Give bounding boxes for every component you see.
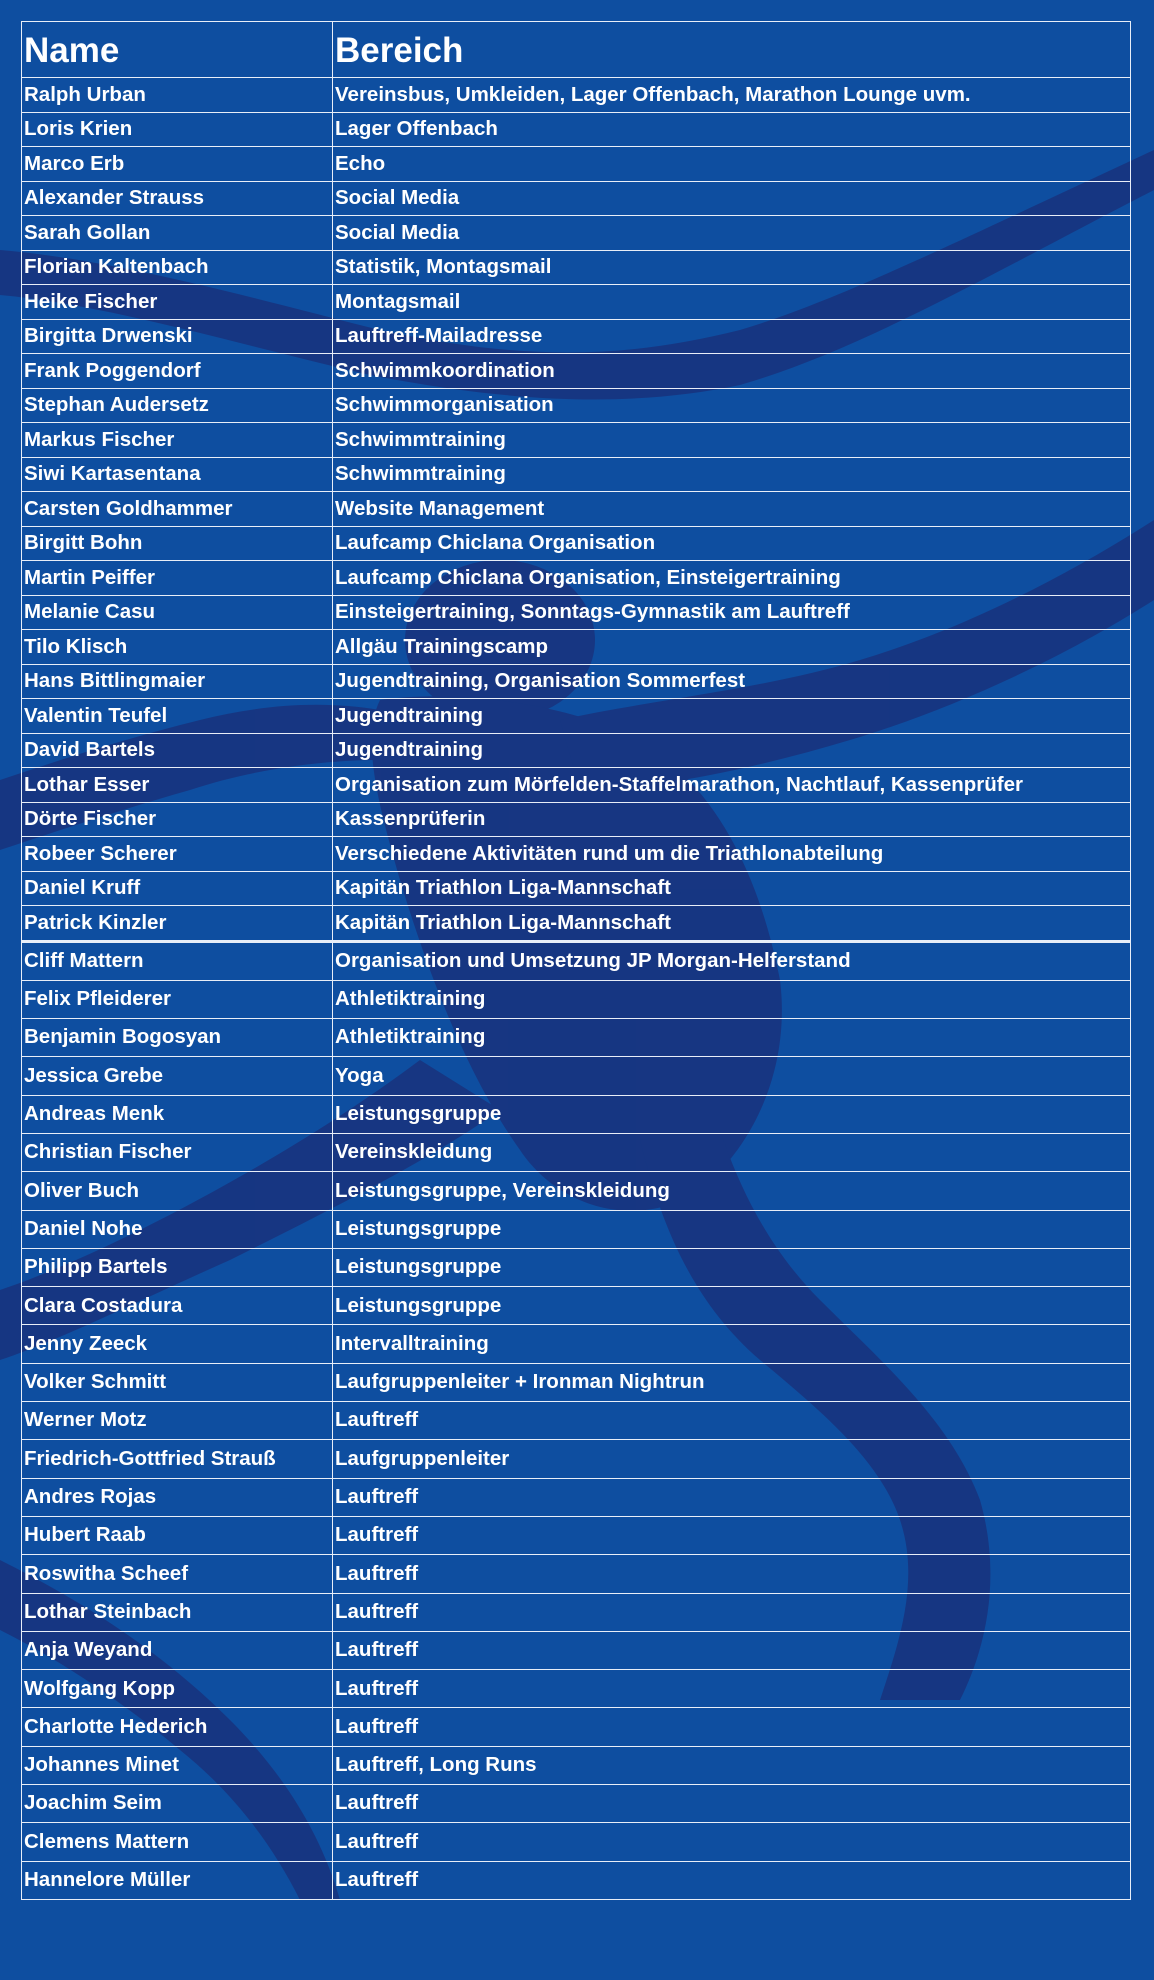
cell-name: Christian Fischer [22, 1133, 333, 1171]
cell-bereich: Verschiedene Aktivitäten rund um die Triathlonabteilung [333, 837, 1131, 872]
cell-bereich: Organisation und Umsetzung JP Morgan-Helferstand [333, 941, 1131, 980]
cell-name: Patrick Kinzler [22, 906, 333, 942]
cell-bereich: Schwimmkoordination [333, 354, 1131, 389]
table-row [22, 1478, 1131, 1516]
cell-bereich: Lauftreff, Long Runs [333, 1746, 1131, 1784]
team-table-container [21, 21, 1130, 1900]
cell-bereich: Social Media [333, 216, 1131, 251]
cell-name: Philipp Bartels [22, 1248, 333, 1286]
table-row [22, 802, 1131, 837]
cell-bereich: Lauftreff [333, 1555, 1131, 1593]
table-row [22, 216, 1131, 251]
cell-bereich: Yoga [333, 1057, 1131, 1095]
cell-name: Stephan Audersetz [22, 388, 333, 423]
cell-name: Clemens Mattern [22, 1823, 333, 1861]
cell-name: Dörte Fischer [22, 802, 333, 837]
cell-bereich: Lauftreff [333, 1785, 1131, 1823]
table-row [22, 1861, 1131, 1899]
cell-name: Hans Bittlingmaier [22, 664, 333, 699]
cell-bereich: Leistungsgruppe [333, 1210, 1131, 1248]
column-header-name: Name [22, 22, 333, 78]
table-row [22, 630, 1131, 665]
cell-name: Birgitt Bohn [22, 526, 333, 561]
table-row [22, 1670, 1131, 1708]
table-row [22, 561, 1131, 596]
cell-name: Tilo Klisch [22, 630, 333, 665]
cell-name: Carsten Goldhammer [22, 492, 333, 527]
cell-bereich: Allgäu Trainingscamp [333, 630, 1131, 665]
cell-bereich: Lauftreff [333, 1708, 1131, 1746]
cell-bereich: Website Management [333, 492, 1131, 527]
table-row [22, 1823, 1131, 1861]
cell-name: Lothar Esser [22, 768, 333, 803]
table-row [22, 78, 1131, 113]
cell-name: Volker Schmitt [22, 1363, 333, 1401]
cell-bereich: Lauftreff [333, 1402, 1131, 1440]
table-row [22, 526, 1131, 561]
table-row [22, 941, 1131, 980]
cell-bereich: Statistik, Montagsmail [333, 250, 1131, 285]
cell-name: Jessica Grebe [22, 1057, 333, 1095]
cell-name: Marco Erb [22, 147, 333, 182]
cell-bereich: Kapitän Triathlon Liga-Mannschaft [333, 871, 1131, 906]
cell-bereich: Intervalltraining [333, 1325, 1131, 1363]
cell-name: Hubert Raab [22, 1516, 333, 1554]
cell-name: Hannelore Müller [22, 1861, 333, 1899]
cell-bereich: Jugendtraining [333, 699, 1131, 734]
table-row [22, 1248, 1131, 1286]
table-row [22, 1746, 1131, 1784]
cell-bereich: Laufcamp Chiclana Organisation [333, 526, 1131, 561]
cell-name: Valentin Teufel [22, 699, 333, 734]
cell-name: Alexander Strauss [22, 181, 333, 216]
table-row [22, 147, 1131, 182]
cell-bereich: Laufgruppenleiter [333, 1440, 1131, 1478]
table-row [22, 1708, 1131, 1746]
cell-name: Johannes Minet [22, 1746, 333, 1784]
cell-name: Loris Krien [22, 112, 333, 147]
cell-bereich: Jugendtraining [333, 733, 1131, 768]
cell-bereich: Laufcamp Chiclana Organisation, Einsteigertraining [333, 561, 1131, 596]
cell-name: Benjamin Bogosyan [22, 1019, 333, 1057]
table-row [22, 1363, 1131, 1401]
cell-name: Robeer Scherer [22, 837, 333, 872]
cell-bereich: Lauftreff [333, 1478, 1131, 1516]
cell-bereich: Laufgruppenleiter + Ironman Nightrun [333, 1363, 1131, 1401]
cell-name: Werner Motz [22, 1402, 333, 1440]
table-row [22, 980, 1131, 1018]
cell-bereich: Schwimmtraining [333, 457, 1131, 492]
cell-name: Roswitha Scheef [22, 1555, 333, 1593]
cell-bereich: Schwimmtraining [333, 423, 1131, 458]
table-row [22, 250, 1131, 285]
table-row [22, 1516, 1131, 1554]
cell-bereich: Athletiktraining [333, 980, 1131, 1018]
cell-bereich: Lauftreff [333, 1861, 1131, 1899]
table-row [22, 1019, 1131, 1057]
cell-bereich: Montagsmail [333, 285, 1131, 320]
table-row [22, 388, 1131, 423]
table-row [22, 768, 1131, 803]
cell-name: Daniel Kruff [22, 871, 333, 906]
table-row [22, 354, 1131, 389]
table-row [22, 423, 1131, 458]
table-row [22, 1631, 1131, 1669]
table-row [22, 733, 1131, 768]
cell-name: Sarah Gollan [22, 216, 333, 251]
cell-bereich: Athletiktraining [333, 1019, 1131, 1057]
cell-bereich: Vereinsbus, Umkleiden, Lager Offenbach, Marathon Lounge uvm. [333, 78, 1131, 113]
cell-name: Markus Fischer [22, 423, 333, 458]
cell-bereich: Echo [333, 147, 1131, 182]
cell-name: Florian Kaltenbach [22, 250, 333, 285]
cell-bereich: Schwimmorganisation [333, 388, 1131, 423]
table-row [22, 1172, 1131, 1210]
column-header-bereich: Bereich [333, 22, 1131, 78]
cell-name: Birgitta Drwenski [22, 319, 333, 354]
table-row [22, 1593, 1131, 1631]
cell-name: Friedrich-Gottfried Strauß [22, 1440, 333, 1478]
cell-name: Heike Fischer [22, 285, 333, 320]
cell-name: Jenny Zeeck [22, 1325, 333, 1363]
cell-bereich: Jugendtraining, Organisation Sommerfest [333, 664, 1131, 699]
cell-bereich: Lauftreff [333, 1516, 1131, 1554]
cell-bereich: Leistungsgruppe, Vereinskleidung [333, 1172, 1131, 1210]
cell-name: Oliver Buch [22, 1172, 333, 1210]
table-row [22, 181, 1131, 216]
table-row [22, 1402, 1131, 1440]
table-row [22, 906, 1131, 942]
table-row [22, 457, 1131, 492]
team-table [21, 21, 1131, 1900]
cell-name: Siwi Kartasentana [22, 457, 333, 492]
cell-name: Melanie Casu [22, 595, 333, 630]
cell-name: Ralph Urban [22, 78, 333, 113]
table-row [22, 112, 1131, 147]
cell-name: Felix Pfleiderer [22, 980, 333, 1018]
table-row [22, 664, 1131, 699]
table-row [22, 871, 1131, 906]
table-row [22, 1133, 1131, 1171]
cell-bereich: Einsteigertraining, Sonntags-Gymnastik am Lauftreff [333, 595, 1131, 630]
cell-bereich: Leistungsgruppe [333, 1095, 1131, 1133]
cell-bereich: Lager Offenbach [333, 112, 1131, 147]
cell-name: Martin Peiffer [22, 561, 333, 596]
table-row [22, 319, 1131, 354]
cell-bereich: Organisation zum Mörfelden-Staffelmarathon, Nachtlauf, Kassenprüfer [333, 768, 1131, 803]
cell-name: Joachim Seim [22, 1785, 333, 1823]
cell-bereich: Lauftreff [333, 1670, 1131, 1708]
cell-bereich: Lauftreff-Mailadresse [333, 319, 1131, 354]
table-body [22, 78, 1131, 1900]
cell-name: Frank Poggendorf [22, 354, 333, 389]
cell-name: Clara Costadura [22, 1287, 333, 1325]
cell-bereich: Lauftreff [333, 1823, 1131, 1861]
table-row [22, 285, 1131, 320]
cell-name: Anja Weyand [22, 1631, 333, 1669]
table-header-row [22, 22, 1131, 78]
cell-bereich: Lauftreff [333, 1593, 1131, 1631]
cell-name: David Bartels [22, 733, 333, 768]
table-row [22, 837, 1131, 872]
cell-bereich: Social Media [333, 181, 1131, 216]
cell-bereich: Leistungsgruppe [333, 1248, 1131, 1286]
table-row [22, 1095, 1131, 1133]
table-row [22, 1325, 1131, 1363]
cell-name: Wolfgang Kopp [22, 1670, 333, 1708]
cell-bereich: Lauftreff [333, 1631, 1131, 1669]
cell-name: Lothar Steinbach [22, 1593, 333, 1631]
cell-bereich: Vereinskleidung [333, 1133, 1131, 1171]
cell-name: Andreas Menk [22, 1095, 333, 1133]
table-row [22, 1287, 1131, 1325]
cell-bereich: Kapitän Triathlon Liga-Mannschaft [333, 906, 1131, 942]
table-row [22, 1440, 1131, 1478]
table-row [22, 492, 1131, 527]
table-row [22, 595, 1131, 630]
table-row [22, 1057, 1131, 1095]
table-row [22, 1785, 1131, 1823]
table-row [22, 699, 1131, 734]
cell-bereich: Kassenprüferin [333, 802, 1131, 837]
cell-bereich: Leistungsgruppe [333, 1287, 1131, 1325]
table-row [22, 1210, 1131, 1248]
cell-name: Daniel Nohe [22, 1210, 333, 1248]
table-row [22, 1555, 1131, 1593]
cell-name: Charlotte Hederich [22, 1708, 333, 1746]
cell-name: Andres Rojas [22, 1478, 333, 1516]
cell-name: Cliff Mattern [22, 941, 333, 980]
